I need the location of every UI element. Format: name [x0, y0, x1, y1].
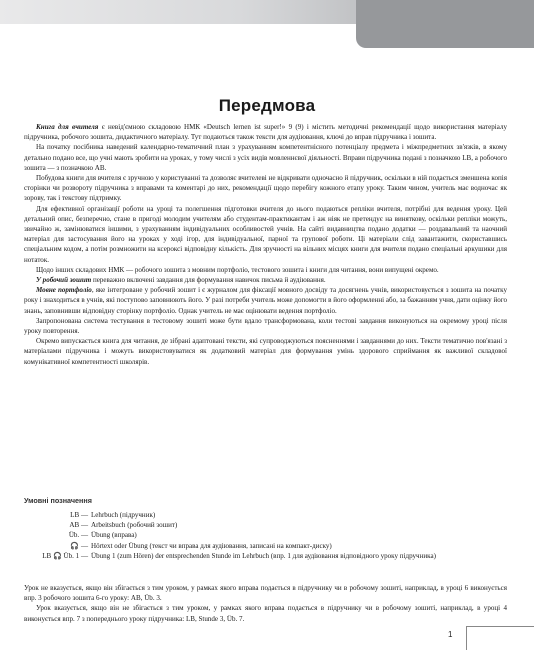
- paragraph-text: Щодо інших складових НМК — робочого зошита з мовним портфоліо, тестового зошита і книги для читання, вони випущені окремо.: [36, 265, 439, 274]
- preface-body: [24, 122, 507, 367]
- legend-def: Übung (вправа): [91, 531, 137, 540]
- paragraph-9: [24, 336, 507, 367]
- legend-item: [24, 530, 507, 540]
- legend-item: [24, 510, 507, 520]
- paragraph-5: [24, 265, 507, 275]
- legend-list: [24, 510, 507, 561]
- paragraph-text: Окремо випускається книга для читання, де зібрані адаптовані тексти, які супроводжуються поясненнями і завданнями до них. Тексти тематично пов'язані з матеріалами підручника і можуть використовуватися як додатковий матеріал для формування умінь здорового сприймання як важливої складової комунікативної компетентності школярів.: [24, 337, 507, 366]
- paragraph-text: Для ефективної організації роботи на уроці та полегшення підготовки вчителя до нього подаються репліки вчителя, потрібні для ведення уроку. Цей детальний опис, безперечно, стане в пригоді молодим учителям або студентам-практикантам і аж ніяк не претендує на виняткову, оскільки репліки можуть, звичайно ж, замінюватися іншими, з урахуванням індивідуальних особливостей учнів. На сайті видавництва подано додатки — роздавальний та наочний матеріал для застосування його на уроках у ході ігор, для індивідуальної, парної та групової роботи. Ці матеріали слід завантажити, скориставшись спеціальним кодом, а потім розмножити на ксероксі відповідну кількість. Для зручності на вільних місцях книги для вчителя подано спеціальні аркушики для нотаток.: [24, 204, 507, 264]
- legend-abbr: AB —: [69, 521, 88, 530]
- paragraph-text: На початку посібника наведений календарно-тематичний план з урахуванням компетентнісного потенціалу предмета і міжпредметних зв'язків, в якому детально подано все, що учні мають зробити на уроках, у тому числі з усіх видів мовленнєвої діяльності. Вправи підручника подані з позначкою LB, а робочого зошита — з позначкою AB.: [24, 143, 507, 172]
- paragraph-text: є невід'ємною складовою НМК «Deutsch lernen ist super!» 9 (9) і містить методичні рекомендації щодо використання матеріалу підручника, робочого зошита, дидактичного матеріалу. Тут подаються також тексти для аудіювання, ключі до вправ підручника і зошита.: [24, 123, 507, 142]
- paragraph-text: переважно включені завдання для формування навичок письма й аудіювання.: [91, 276, 326, 285]
- legend-heading: Умовні позначення: [24, 496, 92, 505]
- legend-item: [24, 520, 507, 530]
- paragraph-8: [24, 316, 507, 336]
- paragraph-4: [24, 204, 507, 265]
- legend-item: [24, 551, 507, 561]
- legend-def: Lehrbuch (підручник): [91, 511, 156, 519]
- paragraph-lead: Книга для вчителя: [36, 123, 99, 131]
- page-title: Передмова: [218, 96, 316, 115]
- note-2: Урок вказується, якщо він не збігається з тим уроком, у рамках якого вправа подається в підручнику чи в робочому зошиті, наприклад, в уроці 4 виконується впр. 7 з попереднього уроку підручника: LB, Stunde 3, Üb. 7.: [24, 604, 507, 623]
- legend-abbr: LB —: [70, 511, 88, 519]
- headphones-icon: 🎧 —: [70, 541, 88, 550]
- paragraph-lead: У робочий зошит: [36, 276, 92, 285]
- paragraph-text: , яке інтегроване у робочий зошит і є журналом для фіксації мовного досвіду та досягнень учнів, використовується з зошита на початку року і знаходиться в учнів, які поступово заповнюють його. У разі потреби учитель може допомогти в його оформленні або, за бажанням учня, дати оцінку його знань, заповнивши відповідну сторінку портфоліо. Однак учитель не має оцінювати ведення портфоліо.: [24, 286, 507, 315]
- legend-abbr: LB 🎧 Üb. 1 —: [42, 551, 88, 560]
- paragraph-lead: Мовне портфоліо: [36, 286, 92, 295]
- legend-def: Hörtext oder Übung (текст чи вправа для аудіювання, записані на компакт-диску): [91, 541, 332, 550]
- paragraph-3: [24, 173, 507, 204]
- paragraph-7: [24, 285, 507, 316]
- paragraph-6: [24, 275, 507, 285]
- legend-def: Übung 1 (zum Hören) der entsprechenden Stunde im Lehrbuch (впр. 1 для аудіювання відповідного уроку підручника): [91, 551, 436, 560]
- legend-item: [24, 541, 507, 551]
- corner-tab-decor: [356, 0, 534, 48]
- footer-rule: [466, 626, 534, 627]
- paragraph-1: [24, 122, 507, 142]
- footer-rule-vertical: [466, 626, 467, 650]
- page-number: 1: [448, 630, 453, 639]
- paragraph-text: Побудова книги для вчителя є зручною у користуванні та дозволяє вчителеві не відкривати одночасно й підручник, оскільки в ній подається зменшена копія сторінки чи розвороту підручника з вправами та коментарі до них, рекомендації щодо перебігу кожного етапу уроку. Таким чином, учитель має водночас як зорову, так і текстову підтримку.: [24, 174, 507, 203]
- note-1: Урок не вказується, якщо він збігається з тим уроком, у рамках якого вправа подається в підручнику чи в робочому зошиті, наприклад, в уроці 6 виконується впр. 3 робочого зошита 6-го уроку: AB, Üb. 3.: [24, 584, 507, 603]
- paragraph-2: [24, 142, 507, 173]
- legend-notes: [24, 583, 507, 624]
- paragraph-text: Запропонована система тестування в тестовому зошиті може бути вдало трансформована, коли тестові завдання виконуються на окремому уроці після уроку повторення.: [24, 316, 507, 336]
- legend-abbr: Üb. —: [68, 531, 88, 540]
- legend-def: Arbeitsbuch (робочий зошит): [91, 521, 178, 530]
